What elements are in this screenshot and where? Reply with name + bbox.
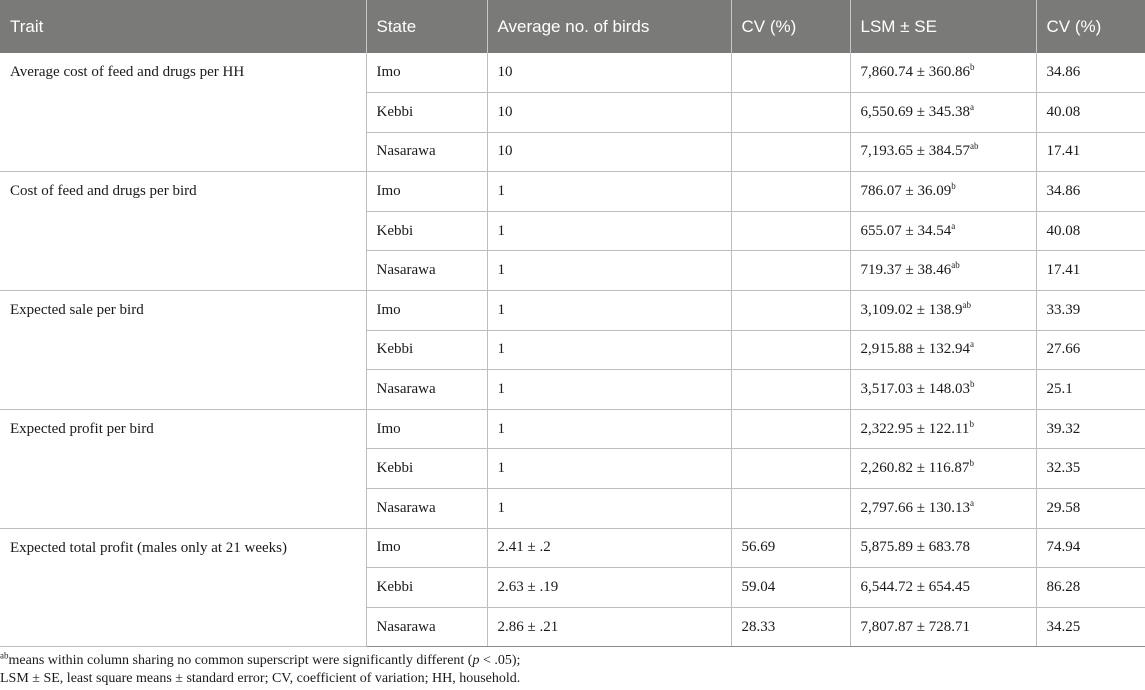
avg-birds-cell	[487, 251, 731, 291]
state-cell-value: Kebbi	[376, 579, 414, 596]
trait-cell: Expected total profit (males only at 21 weeks)	[0, 528, 366, 647]
avg-birds-cell-value: 1	[497, 420, 505, 437]
lsm-se-cell-value: 3,109.02 ± 138.9	[860, 301, 963, 318]
cv-2-cell-value: 34.86	[1046, 183, 1081, 200]
significance-superscript: b	[969, 458, 974, 469]
cv-2-cell	[1036, 568, 1145, 608]
significance-superscript: ab	[969, 141, 979, 152]
lsm-se-cell	[850, 409, 1036, 449]
lsm-se-cell	[850, 489, 1036, 529]
lsm-se-cell	[850, 370, 1036, 410]
state-cell-value: Nasarawa	[376, 618, 436, 635]
avg-birds-cell-value: 1	[497, 262, 505, 279]
cv-2-cell	[1036, 132, 1145, 172]
cv-2-cell	[1036, 251, 1145, 291]
cv-2-cell-value: 32.35	[1046, 460, 1081, 477]
header-cv-2: CV (%)	[1036, 0, 1145, 53]
avg-birds-cell	[487, 53, 731, 93]
avg-birds-cell-value: 10	[497, 103, 513, 120]
cv-2-cell-value: 34.86	[1046, 64, 1081, 81]
cv-cell	[731, 291, 850, 331]
lsm-se-cell-value: 2,260.82 ± 116.87	[860, 460, 970, 477]
cv-2-cell	[1036, 370, 1145, 410]
cv-2-cell-value: 27.66	[1046, 341, 1081, 358]
state-cell	[366, 409, 487, 449]
cv-2-cell-value: 39.32	[1046, 420, 1081, 437]
cv-2-cell	[1036, 607, 1145, 647]
avg-birds-cell-value: 1	[497, 341, 505, 358]
significance-superscript: a	[969, 497, 974, 508]
cv-2-cell-value: 25.1	[1046, 381, 1073, 398]
footnote-abbreviations: LSM ± SE, least square means ± standard error; CV, coefficient of variation; HH, household.	[0, 671, 521, 686]
state-cell	[366, 172, 487, 212]
lsm-se-cell-value: 7,807.87 ± 728.71	[860, 618, 970, 635]
avg-birds-cell-value: 2.63 ± .19	[497, 579, 559, 596]
cv-2-cell-value: 34.25	[1046, 618, 1081, 635]
lsm-se-cell	[850, 211, 1036, 251]
state-cell-value: Imo	[376, 64, 401, 81]
avg-birds-cell	[487, 370, 731, 410]
avg-birds-cell-value: 10	[497, 143, 513, 160]
avg-birds-cell	[487, 132, 731, 172]
state-cell	[366, 449, 487, 489]
significance-superscript: ab	[951, 260, 960, 271]
cv-cell	[731, 211, 850, 251]
cv-2-cell-value: 74.94	[1046, 539, 1081, 556]
lsm-se-cell-value: 7,193.65 ± 384.57	[860, 143, 970, 160]
cv-2-cell-value: 29.58	[1046, 499, 1081, 516]
cv-cell	[731, 330, 850, 370]
footnote-p-symbol: p	[472, 653, 480, 668]
header-avg-birds: Average no. of birds	[487, 0, 731, 53]
avg-birds-cell	[487, 409, 731, 449]
lsm-se-cell-value: 6,550.69 ± 345.38	[860, 103, 970, 120]
state-cell	[366, 251, 487, 291]
header-lsm-se: LSM ± SE	[850, 0, 1036, 53]
avg-birds-cell	[487, 489, 731, 529]
cv-2-cell-value: 33.39	[1046, 301, 1081, 318]
footnote-superscript	[0, 652, 1145, 670]
cv-cell	[731, 489, 850, 529]
cv-2-cell-value: 86.28	[1046, 579, 1081, 596]
cv-2-cell-value: 17.41	[1046, 262, 1081, 279]
state-cell	[366, 132, 487, 172]
state-cell-value: Imo	[376, 183, 401, 200]
lsm-se-cell-value: 3,517.03 ± 148.03	[860, 381, 970, 398]
lsm-se-cell-value: 2,915.88 ± 132.94	[860, 341, 970, 358]
avg-birds-cell-value: 1	[497, 301, 505, 318]
avg-birds-cell-value: 1	[497, 222, 505, 239]
header-trait: Trait	[0, 0, 366, 53]
state-cell	[366, 330, 487, 370]
state-cell-value: Kebbi	[376, 222, 414, 239]
header-state: State	[366, 0, 487, 53]
lsm-se-cell	[850, 330, 1036, 370]
cv-2-cell	[1036, 489, 1145, 529]
cv-2-cell	[1036, 211, 1145, 251]
state-cell	[366, 53, 487, 93]
trait-cell: Expected profit per bird	[0, 409, 366, 528]
avg-birds-cell	[487, 93, 731, 133]
state-cell	[366, 568, 487, 608]
lsm-se-cell	[850, 449, 1036, 489]
lsm-se-cell-value: 655.07 ± 34.54	[860, 222, 952, 239]
table-row	[0, 291, 1145, 331]
avg-birds-cell	[487, 607, 731, 647]
avg-birds-cell-value: 2.41 ± .2	[497, 539, 551, 556]
avg-birds-cell	[487, 568, 731, 608]
avg-birds-cell-value: 10	[497, 64, 513, 81]
significance-superscript: ab	[962, 299, 971, 310]
significance-superscript: a	[969, 101, 974, 112]
avg-birds-cell	[487, 172, 731, 212]
avg-birds-cell	[487, 291, 731, 331]
avg-birds-cell	[487, 211, 731, 251]
cv-2-cell	[1036, 53, 1145, 93]
avg-birds-cell	[487, 528, 731, 568]
cv-cell	[731, 132, 850, 172]
state-cell	[366, 607, 487, 647]
lsm-se-cell	[850, 568, 1036, 608]
state-cell	[366, 211, 487, 251]
lsm-se-cell	[850, 528, 1036, 568]
state-cell	[366, 370, 487, 410]
footnote-text-b: < .05);	[479, 653, 521, 668]
avg-birds-cell-value: 1	[497, 460, 505, 477]
cv-2-cell	[1036, 409, 1145, 449]
lsm-se-cell	[850, 172, 1036, 212]
lsm-se-cell-value: 2,797.66 ± 130.13	[860, 499, 970, 516]
lsm-se-cell-value: 719.37 ± 38.46	[860, 262, 952, 279]
avg-birds-cell-value: 1	[497, 183, 505, 200]
lsm-se-cell	[850, 132, 1036, 172]
avg-birds-cell-value: 2.86 ± .21	[497, 618, 559, 635]
cv-2-cell-value: 40.08	[1046, 222, 1081, 239]
cv-2-cell	[1036, 528, 1145, 568]
state-cell-value: Imo	[376, 301, 401, 318]
cv-cell	[731, 251, 850, 291]
lsm-se-cell-value: 786.07 ± 36.09	[860, 183, 952, 200]
avg-birds-cell-value: 1	[497, 381, 505, 398]
lsm-se-cell-value: 5,875.89 ± 683.78	[860, 539, 970, 556]
lsm-se-cell-value: 6,544.72 ± 654.45	[860, 579, 970, 596]
lsm-se-cell	[850, 93, 1036, 133]
footnote-sup-marker: ab	[0, 650, 9, 661]
state-cell-value: Kebbi	[376, 103, 414, 120]
trait-cell: Expected sale per bird	[0, 291, 366, 410]
state-cell	[366, 93, 487, 133]
header-row	[0, 0, 1145, 53]
state-cell	[366, 489, 487, 529]
avg-birds-cell-value: 1	[497, 499, 505, 516]
trait-cell: Cost of feed and drugs per bird	[0, 172, 366, 291]
state-cell-value: Kebbi	[376, 341, 414, 358]
lsm-se-cell	[850, 607, 1036, 647]
state-cell-value: Kebbi	[376, 460, 414, 477]
avg-birds-cell	[487, 449, 731, 489]
state-cell-value: Nasarawa	[376, 143, 436, 160]
lsm-se-cell	[850, 291, 1036, 331]
cv-2-cell	[1036, 172, 1145, 212]
cv-2-cell	[1036, 291, 1145, 331]
state-cell-value: Nasarawa	[376, 381, 436, 398]
significance-superscript: b	[969, 62, 975, 73]
cv-cell-value: 56.69	[741, 539, 776, 556]
cv-2-cell	[1036, 93, 1145, 133]
table-row	[0, 528, 1145, 568]
lsm-se-cell	[850, 251, 1036, 291]
state-cell-value: Nasarawa	[376, 262, 436, 279]
state-cell-value: Nasarawa	[376, 499, 436, 516]
header-cv: CV (%)	[731, 0, 850, 53]
cv-cell	[731, 172, 850, 212]
cv-2-cell	[1036, 330, 1145, 370]
avg-birds-cell	[487, 330, 731, 370]
cv-cell-value: 28.33	[741, 618, 776, 635]
lsm-se-cell	[850, 53, 1036, 93]
state-cell	[366, 291, 487, 331]
cv-2-cell-value: 40.08	[1046, 103, 1081, 120]
cv-cell	[731, 528, 850, 568]
trait-cell: Average cost of feed and drugs per HH	[0, 53, 366, 172]
significance-superscript: b	[969, 418, 974, 429]
footnote-text-a: means within column sharing no common superscript were significantly different (	[8, 653, 473, 668]
cv-2-cell	[1036, 449, 1145, 489]
cv-cell	[731, 93, 850, 133]
state-cell	[366, 528, 487, 568]
significance-superscript: a	[969, 339, 974, 350]
state-cell-value: Imo	[376, 539, 401, 556]
table-row	[0, 172, 1145, 212]
significance-superscript: b	[969, 379, 975, 390]
cv-cell	[731, 409, 850, 449]
cv-cell	[731, 370, 850, 410]
footnotes	[0, 652, 1145, 688]
cv-cell	[731, 449, 850, 489]
table-row	[0, 409, 1145, 449]
cv-2-cell-value: 17.41	[1046, 143, 1081, 160]
cv-cell	[731, 607, 850, 647]
cv-cell	[731, 53, 850, 93]
significance-superscript: a	[951, 220, 956, 231]
significance-superscript: b	[951, 181, 956, 192]
lsm-se-cell-value: 7,860.74 ± 360.86	[860, 64, 970, 81]
table-row	[0, 53, 1145, 93]
cv-cell-value: 59.04	[741, 579, 776, 596]
cv-cell	[731, 568, 850, 608]
state-cell-value: Imo	[376, 420, 401, 437]
lsm-se-cell-value: 2,322.95 ± 122.11	[860, 420, 970, 437]
